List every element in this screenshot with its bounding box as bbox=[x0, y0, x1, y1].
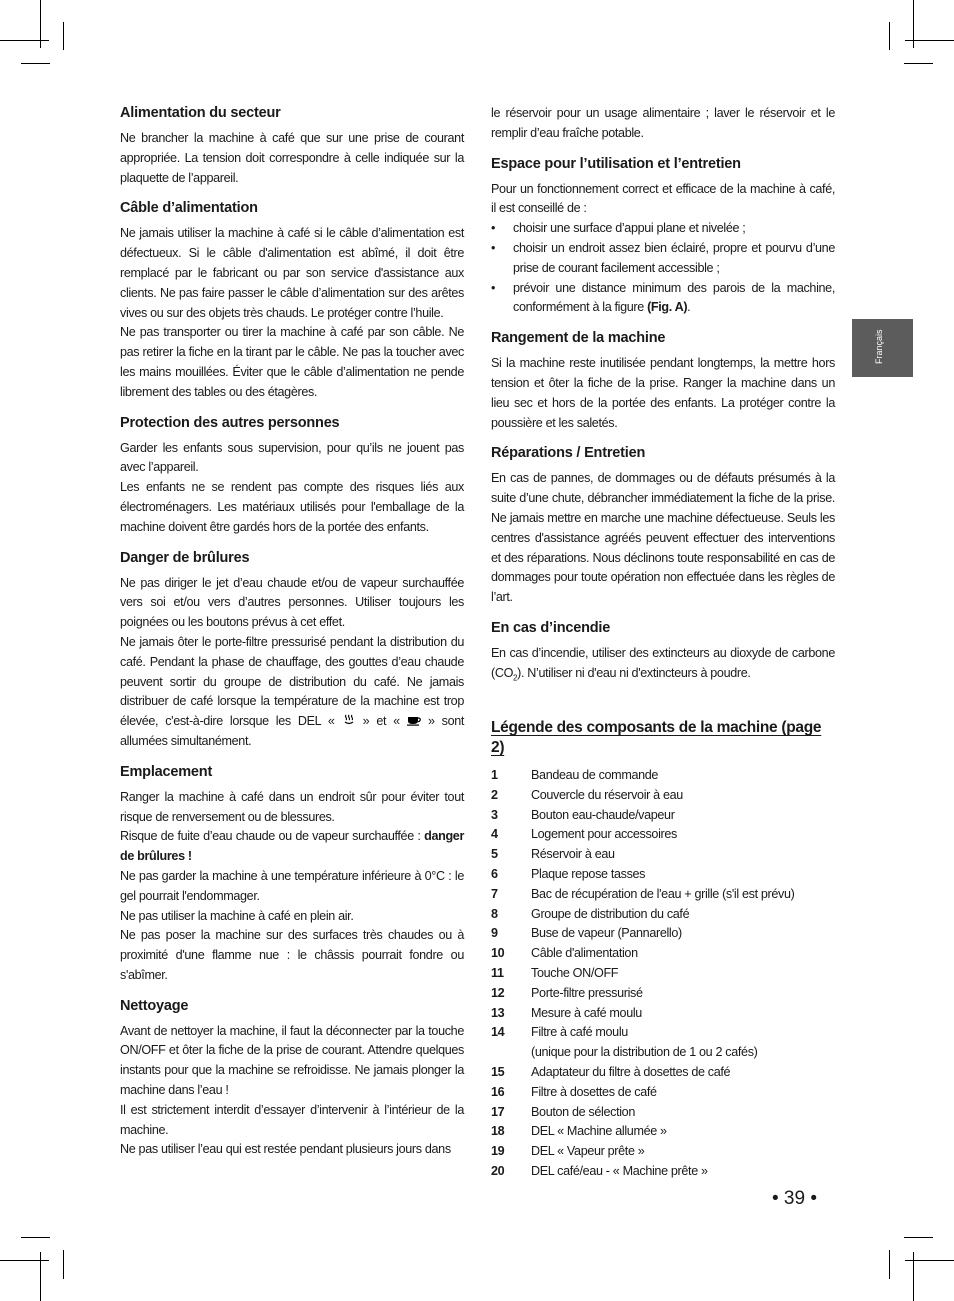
paragraph: Ne pas transporter ou tirer la machine à café par son câble. Ne pas retirer la fiche en la tirant par le câble. Ne pas la toucher avec les mains mouillées. Éviter que le câble d’alimentation ne pende librement des tables ou des étagères. bbox=[120, 325, 464, 399]
language-tab-label: Français bbox=[874, 329, 884, 364]
legend-number bbox=[491, 1043, 531, 1063]
legend-number: 6 bbox=[491, 867, 498, 882]
paragraph: Ranger la machine à café dans un endroit sûr pour éviter tout risque de renversement ou de blessures. bbox=[120, 789, 464, 824]
section-title: Alimentation du secteur bbox=[120, 105, 281, 121]
legend-text: Mesure à café moulu bbox=[531, 1005, 642, 1020]
legend-number: 19 bbox=[491, 1144, 505, 1159]
section-title: Espace pour l’utilisation et l’entretien bbox=[491, 155, 741, 172]
crop-mark bbox=[904, 1237, 933, 1238]
legend-item bbox=[491, 786, 835, 806]
section-storage bbox=[491, 329, 835, 433]
legend-number: 13 bbox=[491, 1005, 505, 1020]
legend-title: Légende des composants de la machine (page 2) bbox=[491, 719, 822, 757]
section-power-supply bbox=[120, 104, 464, 188]
language-tab bbox=[852, 319, 913, 377]
paragraph: Garder les enfants sous supervision, pour qu’ils ne jouent pas avec l’appareil. bbox=[120, 440, 464, 475]
list-item: • choisir un endroit assez bien éclairé, propre et pourvu d’une prise de courant facilement accessible ; bbox=[491, 240, 835, 275]
legend-number: 7 bbox=[491, 886, 498, 901]
crop-mark bbox=[905, 1260, 954, 1261]
legend-text: DEL « Machine allumée » bbox=[531, 1124, 667, 1139]
legend-item bbox=[491, 1083, 835, 1103]
section-protection bbox=[120, 414, 464, 538]
legend-text: Bouton eau-chaude/vapeur bbox=[531, 807, 675, 822]
legend-item bbox=[491, 1142, 835, 1162]
legend-number: 5 bbox=[491, 847, 498, 862]
legend-item bbox=[491, 885, 835, 905]
section-continuation bbox=[491, 104, 835, 144]
legend-number: 14 bbox=[491, 1025, 505, 1040]
crop-mark bbox=[0, 40, 49, 41]
crop-mark bbox=[889, 1250, 890, 1279]
right-column bbox=[491, 104, 835, 1182]
section-cleaning bbox=[120, 997, 464, 1161]
legend-text: (unique pour la distribution de 1 ou 2 cafés) bbox=[531, 1045, 758, 1060]
section-repairs bbox=[491, 444, 835, 608]
legend-number: 3 bbox=[491, 807, 498, 822]
section-title: Câble d’alimentation bbox=[120, 200, 258, 217]
legend-text: Adaptateur du filtre à dosettes de café bbox=[531, 1065, 731, 1079]
paragraph: En cas d’incendie, utiliser des extincteurs au dioxyde de carbone $(CO_2)$. N’utiliser ni d'eau ni d'extincteurs à poudre. bbox=[491, 645, 835, 683]
legend-item bbox=[491, 1043, 835, 1063]
paragraph: Ne pas poser la machine sur des surfaces très chaudes ou à proximité d'une flamme nue : le châssis pourrait fondre ou s'abîmer. bbox=[120, 928, 464, 982]
legend-number: 20 bbox=[491, 1163, 505, 1178]
section-title: Emplacement bbox=[120, 763, 213, 780]
legend-number: 2 bbox=[491, 787, 498, 802]
legend-number: 12 bbox=[491, 985, 505, 1000]
legend-item bbox=[491, 1004, 835, 1024]
crop-mark bbox=[63, 22, 64, 50]
legend-number: 1 bbox=[491, 768, 498, 783]
steam-icon bbox=[342, 714, 356, 726]
legend-item bbox=[491, 1063, 835, 1083]
coffee-cup-icon bbox=[407, 714, 421, 726]
paragraph: Ne jamais ôter le porte-filtre pressurisé pendant la distribution du café. Pendant la phase de chauffage, des gouttes d’eau chaude peuvent sortir du groupe de distribution du café. Ne jamais distribuer de café lorsque la température de la machine est trop élevée, c'est-à-dire lorsque les DEL « » et « » sont allumées simultanément. bbox=[120, 634, 465, 748]
legend-number: 4 bbox=[491, 827, 498, 842]
crop-mark bbox=[0, 1260, 49, 1261]
left-column bbox=[120, 104, 464, 1171]
page-number: • 39 • bbox=[772, 1188, 817, 1209]
section-title: Réparations / Entretien bbox=[491, 445, 646, 462]
legend-number: 8 bbox=[491, 906, 498, 921]
section-title: Danger de brûlures bbox=[120, 549, 250, 566]
list-item: • choisir une surface d’appui plane et nivelée ; bbox=[491, 221, 746, 236]
legend-text: Touche ON/OFF bbox=[531, 966, 619, 981]
section-space bbox=[491, 155, 835, 319]
legend-number: 18 bbox=[491, 1124, 505, 1139]
paragraph: Les enfants ne se rendent pas compte des risques liés aux électroménagers. Les matériaux utilisés pour l'emballage de la machine doivent être gardés hors de la portée des enfants. bbox=[120, 480, 464, 534]
legend-text: DEL café/eau - « Machine prête » bbox=[531, 1163, 708, 1178]
legend-text: Bouton de sélection bbox=[531, 1104, 635, 1119]
section-title: En cas d’incendie bbox=[491, 619, 611, 636]
section-power-cable bbox=[120, 199, 464, 402]
paragraph: Ne jamais utiliser la machine à café si le câble d’alimentation est défectueux. Si le câble d'alimentation est abîmé, il doit être remplacé par le fabricant ou par son service d'assistance aux clients. Ne pas faire passer le câble d’alimentation sur des arêtes vives ou sur des objets très chauds. Le protéger contre l’huile. bbox=[120, 226, 464, 320]
legend-text: Porte-filtre pressurisé bbox=[531, 985, 643, 1000]
paragraph: En cas de pannes, de dommages ou de défauts présumés à la suite d’une chute, débrancher immédiatement la fiche de la prise. Ne jamais mettre en marche une machine défectueuse. Seuls les centres d'assistance agréés peuvent effectuer des interventions et des réparations. Nous déclinons toute responsabilité en cas de dommages pour toute opération non effectuée dans les règles de l’art. bbox=[491, 471, 835, 605]
legend-item bbox=[491, 806, 835, 826]
section-placement bbox=[120, 763, 464, 986]
list-item: • prévoir une distance minimum des parois de la machine, conformément à la figure (Fig. A). bbox=[491, 280, 835, 315]
legend-text: Bac de récupération de l'eau + grille (s'il est prévu) bbox=[531, 886, 795, 901]
legend-text: DEL « Vapeur prête » bbox=[531, 1144, 645, 1159]
legend-text: Filtre à dosettes de café bbox=[531, 1084, 657, 1099]
legend-item bbox=[491, 944, 835, 964]
paragraph: Ne pas utiliser l’eau qui est restée pendant plusieurs jours dans bbox=[120, 1142, 451, 1157]
legend-item bbox=[491, 766, 835, 786]
section-burn-danger bbox=[120, 549, 464, 752]
paragraph: Avant de nettoyer la machine, il faut la déconnecter par la touche ON/OFF et ôter la fiche de la prise de courant. Attendre quelques instants pour que la machine se refroidisse. Ne jamais plonger la machine dans l’eau ! bbox=[120, 1023, 464, 1098]
legend-item bbox=[491, 865, 835, 885]
legend-number: 16 bbox=[491, 1084, 505, 1099]
paragraph: le réservoir pour un usage alimentaire ; laver le réservoir et le remplir d’eau fraîche potable. bbox=[491, 106, 835, 140]
section-fire bbox=[491, 619, 835, 688]
crop-mark bbox=[63, 1250, 64, 1279]
legend-item bbox=[491, 1122, 835, 1142]
crop-mark bbox=[21, 63, 50, 64]
paragraph: Risque de fuite d’eau chaude ou de vapeur surchauffée : danger de brûlures ! bbox=[120, 829, 464, 864]
paragraph: Pour un fonctionnement correct et efficace de la machine à café, il est conseillé de : bbox=[491, 181, 835, 216]
section-title: Rangement de la machine bbox=[491, 330, 666, 347]
legend-item bbox=[491, 924, 835, 944]
legend-number: 10 bbox=[491, 946, 505, 961]
legend-item bbox=[491, 964, 835, 984]
legend-list bbox=[491, 766, 835, 1182]
legend-item bbox=[491, 1023, 835, 1043]
legend-text: Bandeau de commande bbox=[531, 768, 659, 783]
crop-mark bbox=[21, 1237, 50, 1238]
bullet-list bbox=[491, 219, 835, 318]
crop-mark bbox=[904, 63, 933, 64]
legend-text: Filtre à café moulu bbox=[531, 1025, 628, 1040]
section-title: Protection des autres personnes bbox=[120, 414, 340, 431]
legend-item bbox=[491, 1162, 835, 1182]
legend-text: Couvercle du réservoir à eau bbox=[531, 787, 683, 802]
paragraph: Si la machine reste inutilisée pendant longtemps, la mettre hors tension et ôter la fiche de la prise. Ranger la machine dans un lieu sec et hors de la portée des enfants. La protéger contre la poussière et les saletés. bbox=[491, 356, 835, 430]
legend-number: 17 bbox=[491, 1104, 505, 1119]
legend-item bbox=[491, 1103, 835, 1123]
legend-item bbox=[491, 905, 835, 925]
legend-number: 11 bbox=[491, 966, 504, 981]
paragraph: Ne pas utiliser la machine à café en plein air. bbox=[120, 908, 354, 923]
legend-text: Réservoir à eau bbox=[531, 847, 615, 862]
paragraph: Ne pas garder la machine à une température inférieure à 0°C : le gel pourrait l'endommager. bbox=[120, 868, 464, 903]
paragraph: Ne brancher la machine à café que sur une prise de courant appropriée. La tension doit correspondre à celle indiquée sur la plaquette de l’appareil. bbox=[120, 131, 464, 185]
figure-reference: (Fig. A) bbox=[647, 300, 688, 315]
legend-text: Plaque repose tasses bbox=[531, 867, 646, 882]
legend-text: Câble d'alimentation bbox=[531, 946, 638, 961]
legend-number: 9 bbox=[491, 926, 498, 941]
crop-mark bbox=[889, 22, 890, 50]
paragraph: Il est strictement interdit d’essayer d’intervenir à l’intérieur de la machine. bbox=[120, 1102, 464, 1137]
legend-text: Logement pour accessoires bbox=[531, 827, 677, 842]
crop-mark bbox=[905, 40, 954, 41]
paragraph: Ne pas diriger le jet d’eau chaude et/ou de vapeur surchauffée vers soi et/ou vers d’autres personnes. Utiliser toujours les poignées ou les boutons prévus à cet effet. bbox=[120, 575, 464, 630]
legend-text: Buse de vapeur (Pannarello) bbox=[531, 926, 682, 941]
legend-number: 15 bbox=[491, 1065, 505, 1079]
legend-text: Groupe de distribution du café bbox=[531, 906, 690, 921]
legend-section bbox=[491, 718, 835, 1182]
legend-item bbox=[491, 984, 835, 1004]
section-title: Nettoyage bbox=[120, 997, 189, 1014]
legend-item bbox=[491, 825, 835, 845]
legend-item bbox=[491, 845, 835, 865]
